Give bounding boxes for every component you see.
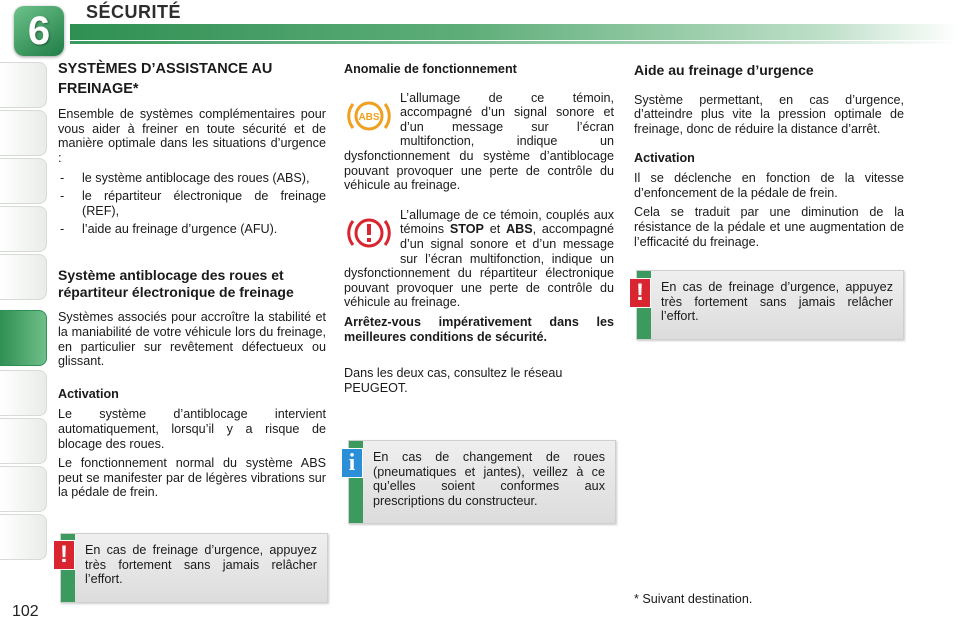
footnote: * Suivant destination. — [634, 592, 753, 606]
info-icon: i — [341, 448, 363, 478]
warning-icon: ! — [53, 540, 75, 570]
section-title-abs: Système antiblocage des roues et répartiteur électronique de freinage — [58, 266, 294, 300]
column-right — [634, 62, 904, 254]
activation-right-paragraph-2: Cela se traduit par une diminution de la résistance de la pédale et une augmentation de l’efficacité du freinage. — [634, 205, 904, 249]
section-title-emergency-brake-assist: Aide au freinage d’urgence — [634, 62, 814, 78]
abs-paragraph: Systèmes associés pour accroître la stabilité et la maniabilité de votre véhicule lors du freinage, en particulier sur revêtement défectueux ou glissant. — [58, 310, 326, 369]
page-number: 102 — [12, 603, 39, 620]
chapter-tab-6-active[interactable] — [0, 310, 47, 366]
systems-list — [58, 171, 326, 237]
intro-paragraph: Ensemble de systèmes complémentaires pour vous aider à freiner en toute sécurité et de manière optimale dans les situations d’urgence : — [58, 107, 326, 165]
chapter-tab-strip — [0, 58, 52, 578]
header-band — [70, 24, 960, 40]
chapter-tab-1[interactable] — [0, 62, 47, 108]
chapter-tab-5[interactable] — [0, 254, 47, 300]
chapter-tab-4[interactable] — [0, 206, 47, 252]
column-left — [58, 60, 326, 505]
chapter-tab-3[interactable] — [0, 158, 47, 204]
abs-icon-label: ABS — [358, 111, 380, 123]
abs-malfunction-paragraph: L’allumage de ce témoin, accompagné d’un signal sonore et d’un message sur l’écran multifonction, indique un dysfonctionnement du système d’antiblocage pouvant provoquer une perte de contrôle du véhicule au freinage. — [344, 90, 614, 193]
abs-label: ABS — [506, 222, 533, 237]
activation-paragraph-2: Le fonctionnement normal du système ABS peut se manifester par de légères vibrations sur la pédale de frein. — [58, 456, 326, 500]
brake-warning-light-icon — [344, 210, 394, 256]
chapter-title: SÉCURITÉ — [86, 2, 182, 22]
chapter-tab-7[interactable] — [0, 370, 47, 416]
list-item: - le répartiteur électronique de freinage (REF), — [58, 189, 326, 218]
section-title-braking-assistance: SYSTÈMES D’ASSISTANCE AU FREINAGE* — [58, 61, 273, 97]
warning-icon: ! — [629, 278, 651, 308]
chapter-tab-9[interactable] — [0, 466, 47, 512]
warning-text: En cas de freinage d’urgence, appuyez très fortement sans jamais relâcher l’effort. — [661, 280, 893, 324]
list-item: - le système antiblocage des roues (ABS), — [58, 171, 326, 186]
info-text: En cas de changement de roues (pneumatiques et jantes), veillez à ce qu’elles soient conformes aux prescriptions du constructeur. — [373, 450, 605, 508]
warning-box-left — [60, 533, 328, 603]
activation-paragraph-1: Le système d’antiblocage intervient automatiquement, lorsqu’il y a risque de blocage des roues. — [58, 407, 326, 451]
activation-heading-right: Activation — [634, 150, 695, 165]
list-item: - l’aide au freinage d’urgence (AFU). — [58, 222, 326, 237]
activation-right-paragraph-1: Il se déclenche en fonction de la vitesse d’enfoncement de la pédale de frein. — [634, 171, 904, 200]
activation-heading: Activation — [58, 386, 119, 401]
chapter-tab-2[interactable] — [0, 110, 47, 156]
column-middle — [344, 62, 614, 400]
chapter-number-badge: 6 — [14, 6, 64, 56]
abs-warning-light-icon — [344, 93, 394, 139]
warning-box-right — [636, 270, 904, 340]
stop-label: STOP — [449, 222, 484, 237]
malfunction-heading: Anomalie de fonctionnement — [344, 62, 517, 76]
chapter-tab-8[interactable] — [0, 418, 47, 464]
header-underline — [70, 41, 960, 44]
ref-malfunction-paragraph: L’allumage de ce témoin, couplés aux témoins STOP et ABS, accompagné d’un signal sonore et d’un message sur l’écran multifonction, indique un dysfonctionnement du répartiteur électronique pouvant provoquer une perte de contrôle du véhicule au freinage. — [344, 207, 614, 310]
emergency-intro-paragraph: Système permettant, en cas d’urgence, d’atteindre plus vite la pression optimale de freinage, donc de réduire la distance d’arrêt. — [634, 92, 904, 136]
stop-instruction: Arrêtez-vous impérativement dans les meilleures conditions de sécurité. — [344, 314, 614, 344]
warning-text: En cas de freinage d’urgence, appuyez très fortement sans jamais relâcher l’effort. — [85, 543, 317, 587]
info-box — [348, 440, 616, 524]
chapter-tab-10[interactable] — [0, 514, 47, 560]
network-paragraph: Dans les deux cas, consultez le réseau PEUGEOT. — [344, 366, 563, 395]
